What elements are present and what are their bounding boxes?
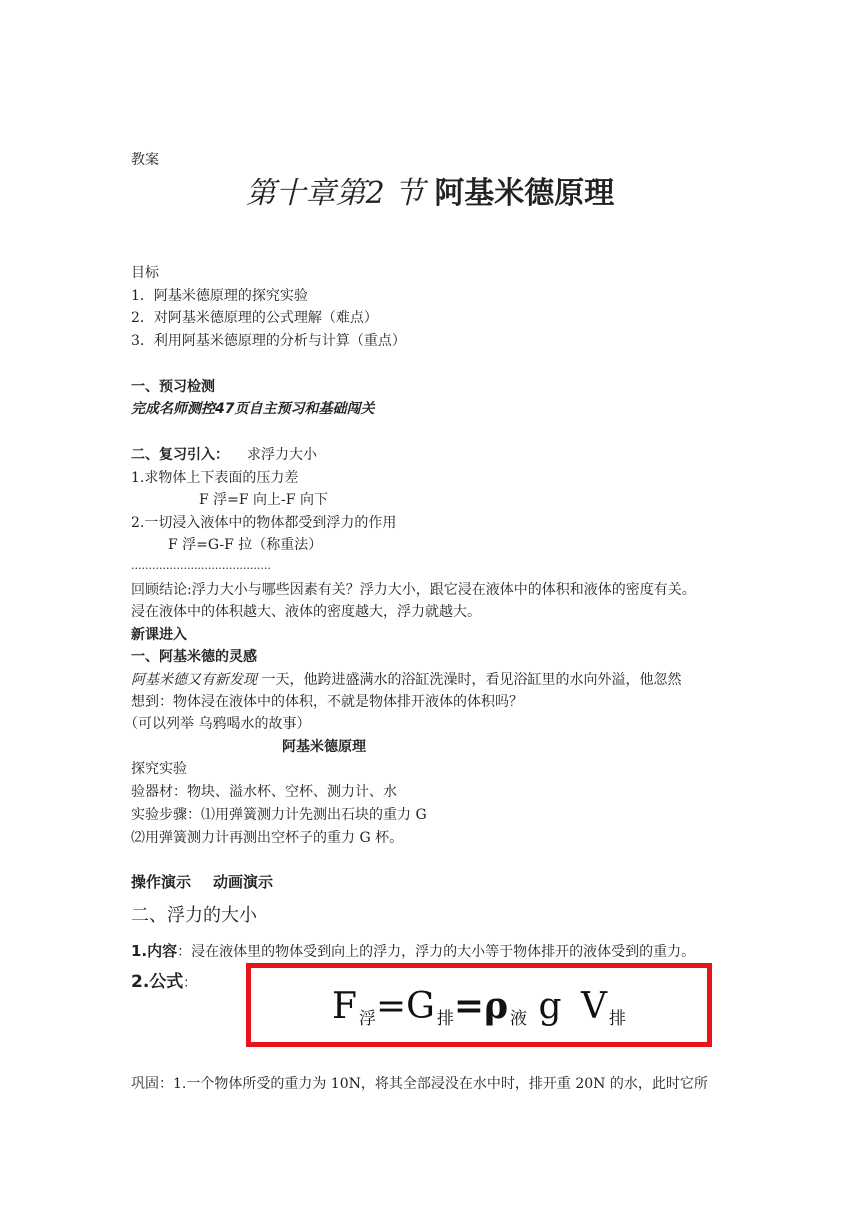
goal-item: 3．利用阿基米德原理的分析与计算（重点） xyxy=(131,333,406,349)
story-line-1 xyxy=(131,670,681,690)
formula-label: 2.公式 xyxy=(131,972,184,992)
content-label: 1.内容 xyxy=(131,942,178,960)
story-line-3: （可以列举 乌鸦喝水的故事） xyxy=(124,716,311,732)
new-lesson-heading: 新课进入 xyxy=(131,627,187,643)
title-topic: 阿基米德原理 xyxy=(434,176,615,211)
review-line-1: 1.求物体上下表面的压力差 xyxy=(131,470,299,486)
step-line-1: 实验步骤：⑴用弹簧测力计先测出石块的重力 G xyxy=(131,807,427,823)
consolidate-line: 巩固：1.一个物体所受的重力为 10N，将其全部浸没在水中时，排开重 20N 的水，此时它所 xyxy=(131,1076,708,1092)
goals-heading: 目标 xyxy=(131,265,159,281)
animation-demo-label: 动画演示 xyxy=(213,873,274,891)
dotted-separator: ........................................ xyxy=(131,559,271,572)
story-italic: 阿基米德又有新发现 xyxy=(131,672,257,688)
review-conclusion-2: 浸在液体中的体积越大、液体的密度越大，浮力就越大。 xyxy=(131,604,481,620)
demo-line xyxy=(131,872,273,892)
formula-sub: 排 xyxy=(608,1009,626,1029)
archimedes-formula xyxy=(251,986,707,1033)
formula-box xyxy=(246,963,712,1047)
review-formula-2: F 浮=G-F 拉（称重法） xyxy=(168,537,323,553)
formula-colon: ： xyxy=(183,976,197,991)
formula-g: g xyxy=(527,986,573,1027)
header-label: 教案 xyxy=(131,152,159,168)
story-line-2: 想到：物体浸在液体中的体积，不就是物体排开液体的体积吗？ xyxy=(131,694,523,710)
formula-sub: 浮 xyxy=(359,1009,376,1029)
goal-item: 1．阿基米德原理的探究实验 xyxy=(131,288,308,304)
formula-sub: 排 xyxy=(436,1009,454,1029)
formula-sub: 液 xyxy=(510,1009,528,1029)
goal-item: 2．对阿基米德原理的公式理解（难点） xyxy=(131,310,378,326)
formula-G: =G xyxy=(376,986,435,1027)
story-text: 一天，他跨进盛满水的浴缸洗澡时，看见浴缸里的水向外溢，他忽然 xyxy=(257,672,682,688)
review-formula-1: F 浮=F 向上-F 向下 xyxy=(199,492,328,508)
inspiration-heading: 一、阿基米德的灵感 xyxy=(131,649,257,665)
formula-V: V xyxy=(580,986,607,1027)
section1-heading: 一、预习检测 xyxy=(131,379,215,395)
review-line-2: 2.一切浸入液体中的物体都受到浮力的作用 xyxy=(131,515,397,531)
formula-F: F xyxy=(332,986,357,1027)
section2-heading: 二、复习引入： xyxy=(131,447,229,463)
formula-rho: =ρ xyxy=(453,985,509,1027)
section2-heading-tail: 求浮力大小 xyxy=(247,447,317,463)
title-chapter: 第十章第2 节 xyxy=(245,176,425,211)
review-conclusion-1: 回顾结论:浮力大小与哪些因素有关？浮力大小，跟它浸在液体中的体积和液体的密度有关。 xyxy=(131,582,696,598)
buoyancy-heading: 二、浮力的大小 xyxy=(131,905,257,926)
formula-label-line xyxy=(131,972,196,994)
section1-text: 完成名师测控47页自主预习和基础闯关 xyxy=(131,401,375,417)
experiment-title: 探究实验 xyxy=(131,761,187,777)
principle-heading: 阿基米德原理 xyxy=(282,739,366,755)
content-text: ：浸在液体里的物体受到向上的浮力，浮力的大小等于物体排开的液体受到的重力。 xyxy=(177,944,696,960)
page-title xyxy=(0,172,860,216)
step-line-2: ⑵用弹簧测力计再测出空杯子的重力 G 杯。 xyxy=(131,830,404,846)
section2-heading-line xyxy=(131,445,317,465)
operation-demo-label: 操作演示 xyxy=(131,873,192,891)
equipment-line: 验器材：物块、溢水杯、空杯、测力计、水 xyxy=(131,784,397,800)
content-line xyxy=(131,941,695,962)
